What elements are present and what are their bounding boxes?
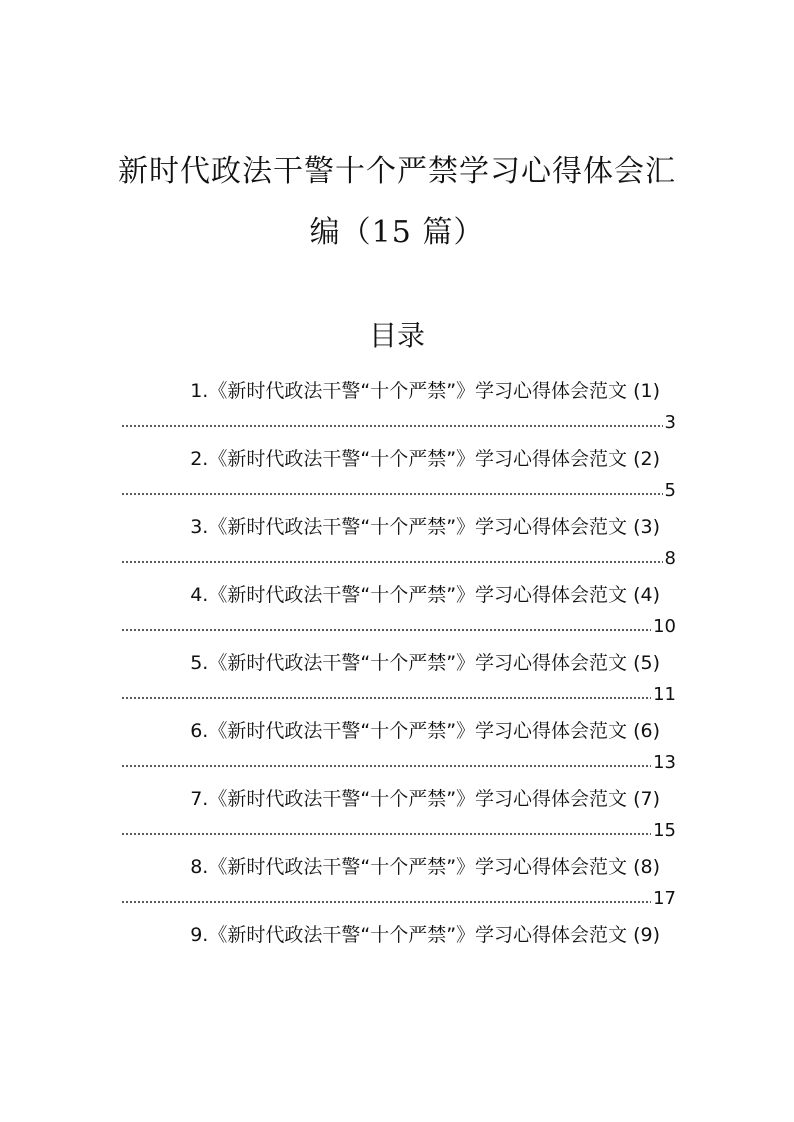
toc-leader: [121, 546, 676, 569]
dot-leader: [121, 546, 663, 564]
table-of-contents: [121, 372, 676, 984]
toc-entry-title[interactable]: 3.《新时代政法干警“十个严禁”》学习心得体会范文 (3): [190, 516, 660, 538]
toc-entry[interactable]: [121, 848, 676, 916]
toc-page-number: 13: [653, 752, 676, 773]
toc-page-number: 17: [653, 888, 676, 909]
dot-leader: [121, 886, 651, 904]
toc-leader: [121, 410, 676, 433]
toc-entry-title[interactable]: 1.《新时代政法干警“十个严禁”》学习心得体会范文 (1): [190, 380, 660, 402]
toc-entry[interactable]: [121, 916, 676, 984]
dot-leader: [121, 478, 663, 496]
toc-page-number: 15: [653, 820, 676, 841]
toc-entry-title[interactable]: 2.《新时代政法干警“十个严禁”》学习心得体会范文 (2): [190, 448, 660, 470]
toc-leader: [121, 682, 676, 705]
toc-page-number: 11: [653, 684, 676, 705]
toc-entry-title[interactable]: 6.《新时代政法干警“十个严禁”》学习心得体会范文 (6): [190, 720, 660, 742]
document-title-line-1: 新时代政法干警十个严禁学习心得体会汇: [118, 154, 676, 189]
toc-heading: 目录: [368, 319, 425, 352]
toc-page-number: 8: [664, 548, 676, 569]
dot-leader: [121, 682, 651, 700]
toc-page-number: 10: [653, 616, 676, 637]
dot-leader: [121, 818, 651, 836]
toc-entry-title[interactable]: 5.《新时代政法干警“十个严禁”》学习心得体会范文 (5): [190, 652, 660, 674]
toc-entry-title[interactable]: 4.《新时代政法干警“十个严禁”》学习心得体会范文 (4): [190, 584, 660, 606]
toc-entry-title[interactable]: 7.《新时代政法干警“十个严禁”》学习心得体会范文 (7): [190, 788, 660, 810]
toc-entry[interactable]: [121, 508, 676, 576]
toc-entry[interactable]: [121, 372, 676, 440]
document-title-line-2: 编（15 篇）: [309, 215, 485, 250]
toc-page-number: 3: [664, 412, 676, 433]
toc-leader: [121, 478, 676, 501]
toc-entry[interactable]: [121, 780, 676, 848]
toc-leader: [121, 614, 676, 637]
toc-leader: [121, 886, 676, 909]
dot-leader: [121, 750, 651, 768]
dot-leader: [121, 410, 663, 428]
toc-entry[interactable]: [121, 440, 676, 508]
toc-entry[interactable]: [121, 644, 676, 712]
toc-page-number: 5: [664, 480, 676, 501]
toc-leader: [121, 750, 676, 773]
toc-entry[interactable]: [121, 712, 676, 780]
toc-entry-title[interactable]: 9.《新时代政法干警“十个严禁”》学习心得体会范文 (9): [190, 924, 660, 946]
toc-leader: [121, 818, 676, 841]
dot-leader: [121, 614, 651, 632]
toc-entry-title[interactable]: 8.《新时代政法干警“十个严禁”》学习心得体会范文 (8): [190, 856, 660, 878]
toc-entry[interactable]: [121, 576, 676, 644]
